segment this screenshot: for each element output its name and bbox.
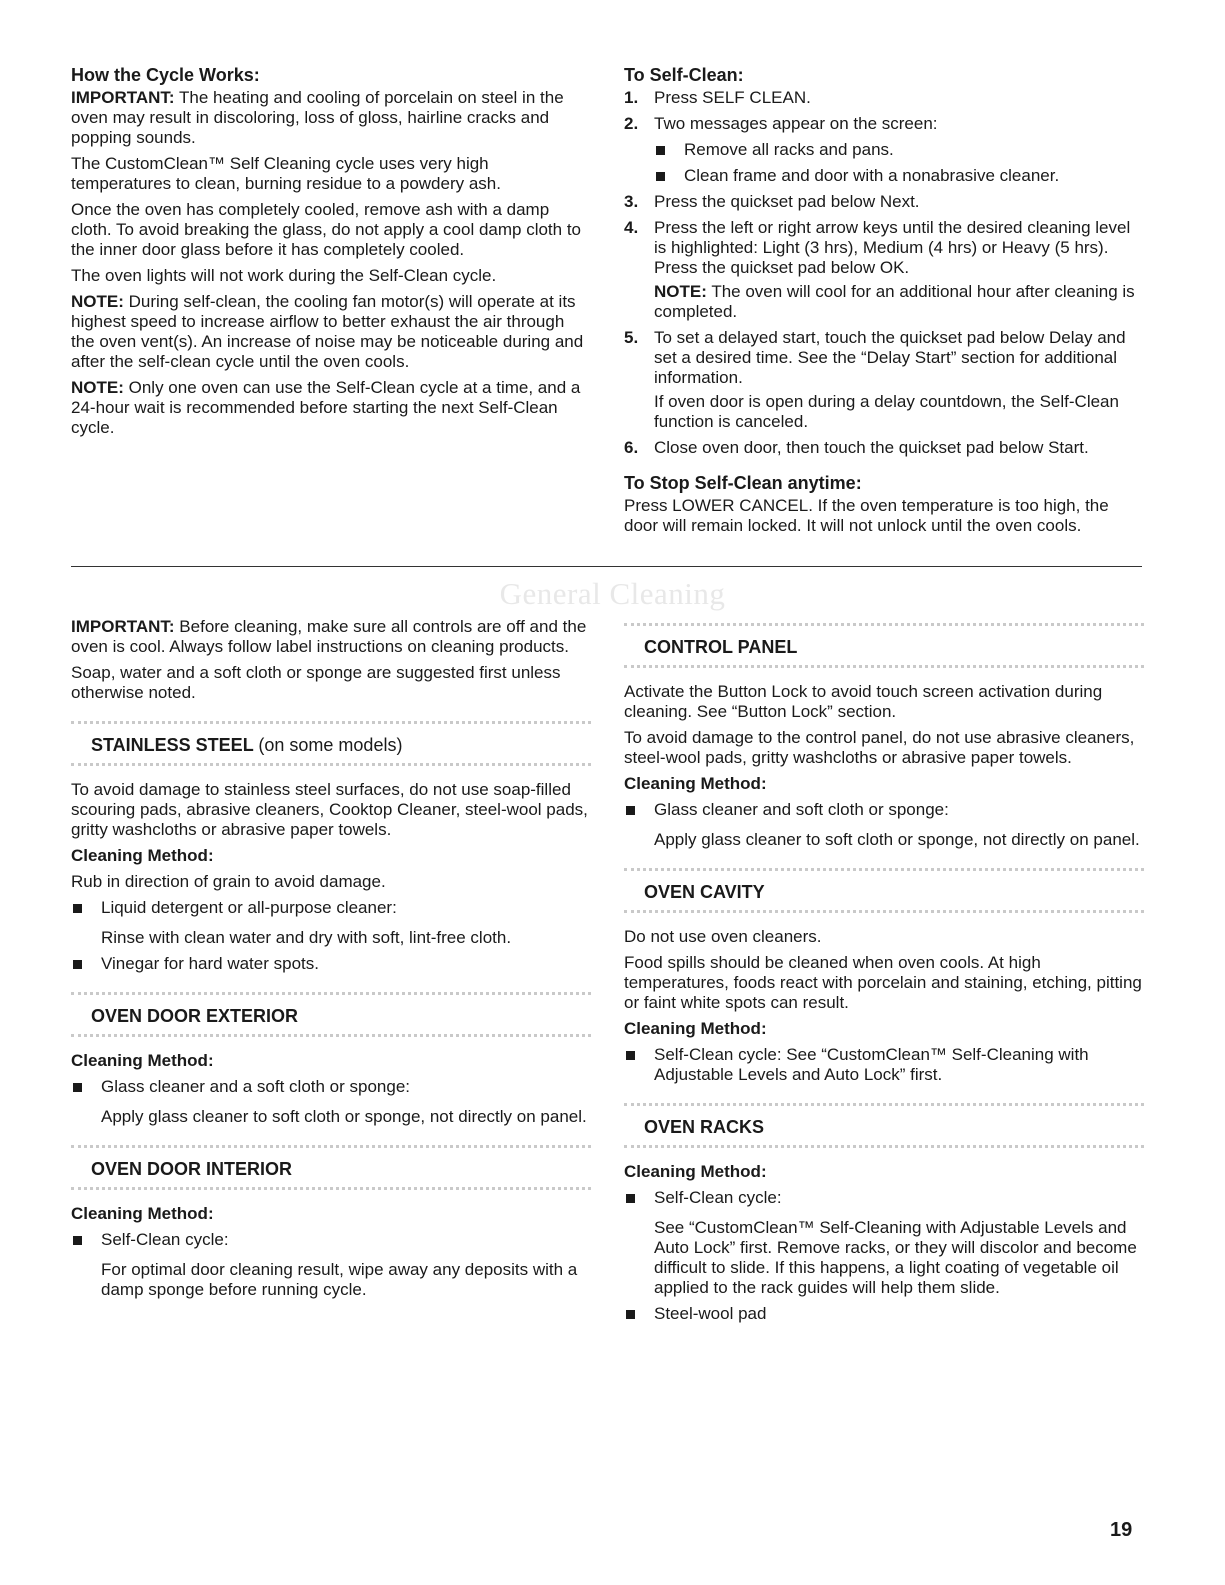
door-interior-bullets [71, 1230, 591, 1300]
step-item: 6. Close oven door, then touch the quickset pad below Start. [624, 438, 1089, 457]
general-cleaning-title: General Cleaning [499, 576, 726, 611]
cleaning-method-label: Cleaning Method: [71, 846, 214, 865]
step-item: 5. To set a delayed start, touch the quickset pad below Delay and set a desired time. See the “Delay Start” section for additional information. If oven door is open during a delay countdown, the Self-Clean function is canceled. [624, 328, 1144, 432]
bullet-item: Self-Clean cycle: For optimal door cleaning result, wipe away any deposits with a damp sponge before running cycle. [71, 1230, 591, 1300]
step-item: 4. Press the left or right arrow keys until the desired cleaning level is highlighted: Light (3 hrs), Medium (4 hrs) or Heavy (5 hrs). Press the quickset pad below OK. NOTE: The oven will cool for an additional hour after cleaning is completed. [624, 218, 1144, 322]
to-self-clean-section [624, 64, 1144, 542]
bullet-item: Steel-wool pad [624, 1304, 1144, 1324]
how-cycle-works-section [71, 64, 591, 444]
note-fan-paragraph: NOTE: During self-clean, the cooling fan motor(s) will operate at its highest speed to increase airflow to better exhaust the air through the oven vent(s). An increase of noise may be noticeable during and after the self-clean cycle until the oven cools. [71, 292, 584, 371]
cleaning-method-label: Cleaning Method: [71, 1204, 214, 1223]
message-bullet: Remove all racks and pans. [654, 140, 1144, 160]
cleaning-method-label: Cleaning Method: [624, 774, 767, 793]
control-panel-bullets [624, 800, 1144, 850]
oven-cavity-text: Food spills should be cleaned when oven cools. At high temperatures, foods react with porcelain and staining, etching, pitting or faint white spots can result. [624, 953, 1142, 1012]
bullet-item: Liquid detergent or all-purpose cleaner: Rinse with clean water and dry with soft, lint-free cloth. [71, 898, 591, 948]
important-intro: IMPORTANT: Before cleaning, make sure all controls are off and the oven is cool. Always follow label instructions on cleaning products. [71, 617, 587, 656]
step-item: 1. Press SELF CLEAN. [624, 88, 811, 107]
control-panel-heading: CONTROL PANEL [624, 623, 1144, 668]
bullet-item: Vinegar for hard water spots. [71, 954, 591, 974]
lights-paragraph: The oven lights will not work during the Self-Clean cycle. [71, 266, 497, 285]
step-note: NOTE: The oven will cool for an additional hour after cleaning is completed. [654, 282, 1135, 321]
door-exterior-bullets [71, 1077, 591, 1127]
note-one-oven-paragraph: NOTE: Only one oven can use the Self-Clean cycle at a time, and a 24-hour wait is recommended before starting the next Self-Clean cycle. [71, 378, 581, 437]
oven-cavity-text: Do not use oven cleaners. [624, 927, 822, 946]
control-panel-text: Activate the Button Lock to avoid touch screen activation during cleaning. See “Button Lock” section. [624, 682, 1103, 721]
oven-racks-heading: OVEN RACKS [624, 1103, 1144, 1148]
bullet-item: Glass cleaner and a soft cloth or sponge: Apply glass cleaner to soft cloth or sponge, not directly on panel. [71, 1077, 591, 1127]
section-divider [71, 566, 1142, 567]
page-number: 19 [1110, 1519, 1133, 1541]
message-bullet: Clean frame and door with a nonabrasive cleaner. [654, 166, 1144, 186]
step-item: 3. Press the quickset pad below Next. [624, 192, 920, 211]
control-panel-text: To avoid damage to the control panel, do not use abrasive cleaners, steel-wool pads, gritty washcloths or abrasive paper towels. [624, 728, 1135, 767]
stainless-steel-heading: STAINLESS STEEL (on some models) [71, 721, 591, 766]
bullet-item: Self-Clean cycle: See “CustomClean™ Self-Cleaning with Adjustable Levels and Auto Lock” first. Remove racks, or they will discolor and become difficult to slide. If this happens, a light coating of vegetable oil applied to the rack guides will help them slide. [624, 1188, 1144, 1298]
cleaning-method-label: Cleaning Method: [71, 1051, 214, 1070]
oven-door-interior-heading: OVEN DOOR INTERIOR [71, 1145, 591, 1190]
how-cycle-works-heading: How the Cycle Works: [71, 65, 260, 85]
oven-cavity-heading: OVEN CAVITY [624, 868, 1144, 913]
customclean-paragraph: The CustomClean™ Self Cleaning cycle uses very high temperatures to clean, burning residue to a powdery ash. [71, 154, 501, 193]
stop-self-clean-heading: To Stop Self-Clean anytime: [624, 473, 862, 493]
step-extra: If oven door is open during a delay countdown, the Self-Clean function is canceled. [654, 392, 1119, 431]
oven-racks-bullets [624, 1188, 1144, 1324]
to-self-clean-heading: To Self-Clean: [624, 65, 744, 85]
cleaning-method-label: Cleaning Method: [624, 1019, 767, 1038]
stainless-text: To avoid damage to stainless steel surfaces, do not use soap-filled scouring pads, abrasive cleaners, Cooktop Cleaner, steel-wool pads, gritty washcloths or abrasive paper towels. [71, 780, 588, 839]
cleaning-method-label: Cleaning Method: [624, 1162, 767, 1181]
cooled-paragraph: Once the oven has completely cooled, remove ash with a damp cloth. To avoid breaking the glass, do not apply a cool damp cloth to the inner door glass before it has completely cooled. [71, 200, 582, 259]
oven-door-exterior-heading: OVEN DOOR EXTERIOR [71, 992, 591, 1037]
self-clean-steps [624, 88, 1144, 458]
stainless-method-text: Rub in direction of grain to avoid damage. [71, 872, 386, 891]
oven-cavity-bullets [624, 1045, 1144, 1085]
stop-self-clean-text: Press LOWER CANCEL. If the oven temperature is too high, the door will remain locked. It will not unlock until the oven cools. [624, 496, 1109, 535]
stainless-bullets [71, 898, 591, 974]
important-paragraph: IMPORTANT: The heating and cooling of porcelain on steel in the oven may result in discoloring, loss of gloss, hairline cracks and popping sounds. [71, 88, 564, 147]
bullet-item: Glass cleaner and soft cloth or sponge: Apply glass cleaner to soft cloth or sponge, not directly on panel. [624, 800, 1144, 850]
soap-intro: Soap, water and a soft cloth or sponge are suggested first unless otherwise noted. [71, 663, 561, 702]
message-list [654, 140, 1144, 186]
bullet-item: Self-Clean cycle: See “CustomClean™ Self-Cleaning with Adjustable Levels and Auto Lock” first. [624, 1045, 1144, 1085]
general-cleaning-right-column [624, 617, 1144, 1330]
general-cleaning-left-column [71, 617, 591, 1306]
step-item: 2. Two messages appear on the screen: Remove all racks and pans. Clean frame and door with a nonabrasive cleaner. [624, 114, 1144, 186]
